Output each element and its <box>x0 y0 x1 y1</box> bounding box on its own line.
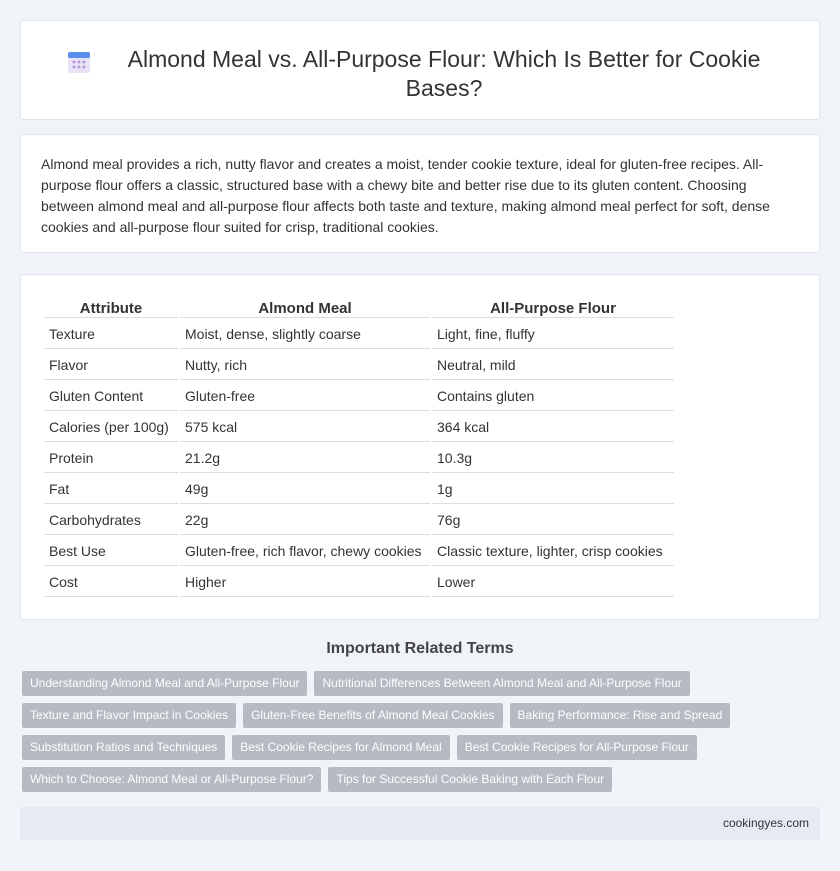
table-cell: 364 kcal <box>432 413 674 442</box>
summary-card <box>20 134 820 253</box>
table-row <box>44 351 674 380</box>
table-row <box>44 320 674 349</box>
table-cell: Lower <box>432 568 674 597</box>
table-cell: Contains gluten <box>432 382 674 411</box>
title-card <box>20 20 820 120</box>
table-cell: 49g <box>180 475 430 504</box>
table-cell: Calories (per 100g) <box>44 413 178 442</box>
related-term-tag[interactable]: Best Cookie Recipes for All-Purpose Flour <box>457 735 697 760</box>
table-cell: 21.2g <box>180 444 430 473</box>
related-term-tag[interactable]: Baking Performance: Rise and Spread <box>510 703 731 728</box>
table-cell: Gluten Content <box>44 382 178 411</box>
table-cell: 1g <box>432 475 674 504</box>
table-cell: 22g <box>180 506 430 535</box>
table-cell: Higher <box>180 568 430 597</box>
table-cell: Carbohydrates <box>44 506 178 535</box>
header-all-purpose-flour: All-Purpose Flour <box>432 297 674 318</box>
table-cell: 76g <box>432 506 674 535</box>
table-header-row <box>44 297 674 318</box>
table-row <box>44 444 674 473</box>
table-cell: Gluten-free, rich flavor, chewy cookies <box>180 537 430 566</box>
related-term-tag[interactable]: Tips for Successful Cookie Baking with Each Flour <box>328 767 612 792</box>
table-cell: 10.3g <box>432 444 674 473</box>
calendar-icon <box>66 49 92 75</box>
table-cell: Neutral, mild <box>432 351 674 380</box>
table-row <box>44 382 674 411</box>
related-terms-list <box>22 671 822 799</box>
comparison-table-card <box>20 274 820 620</box>
table-cell: Cost <box>44 568 178 597</box>
table-cell: Fat <box>44 475 178 504</box>
table-cell: 575 kcal <box>180 413 430 442</box>
table-row <box>44 506 674 535</box>
related-term-tag[interactable]: Substitution Ratios and Techniques <box>22 735 225 760</box>
related-term-tag[interactable]: Nutritional Differences Between Almond Meal and All-Purpose Flour <box>314 671 689 696</box>
table-row <box>44 413 674 442</box>
table-cell: Classic texture, lighter, crisp cookies <box>432 537 674 566</box>
table-cell: Flavor <box>44 351 178 380</box>
table-cell: Moist, dense, slightly coarse <box>180 320 430 349</box>
table-row <box>44 568 674 597</box>
table-cell: Protein <box>44 444 178 473</box>
summary-text: Almond meal provides a rich, nutty flavor and creates a moist, tender cookie texture, ideal for gluten-free recipes. All-purpose flour offers a classic, structured base with a chewy bite and better rise due to its gluten content. Choosing between almond meal and all-purpose flour affects both taste and texture, making almond meal perfect for soft, dense cookies and all-purpose flour suited for crisp, traditional cookies. <box>41 156 770 235</box>
table-cell: Texture <box>44 320 178 349</box>
comparison-table <box>42 295 676 599</box>
footer <box>20 807 820 840</box>
related-term-tag[interactable]: Understanding Almond Meal and All-Purpose Flour <box>22 671 307 696</box>
related-terms-heading: Important Related Terms <box>326 640 514 657</box>
footer-site-link[interactable]: cookingyes.com <box>722 816 809 830</box>
related-term-tag[interactable]: Texture and Flavor Impact in Cookies <box>22 703 236 728</box>
table-cell: Nutty, rich <box>180 351 430 380</box>
table-cell: Light, fine, fluffy <box>432 320 674 349</box>
header-almond-meal: Almond Meal <box>180 297 430 318</box>
related-term-tag[interactable]: Gluten-Free Benefits of Almond Meal Cookies <box>243 703 502 728</box>
table-row <box>44 537 674 566</box>
table-row <box>44 475 674 504</box>
header-attribute: Attribute <box>44 297 178 318</box>
table-cell: Gluten-free <box>180 382 430 411</box>
related-term-tag[interactable]: Best Cookie Recipes for Almond Meal <box>232 735 449 760</box>
page-title: Almond Meal vs. All-Purpose Flour: Which Is Better for Cookie Bases? <box>127 46 761 101</box>
related-term-tag[interactable]: Which to Choose: Almond Meal or All-Purpose Flour? <box>22 767 321 792</box>
table-cell: Best Use <box>44 537 178 566</box>
